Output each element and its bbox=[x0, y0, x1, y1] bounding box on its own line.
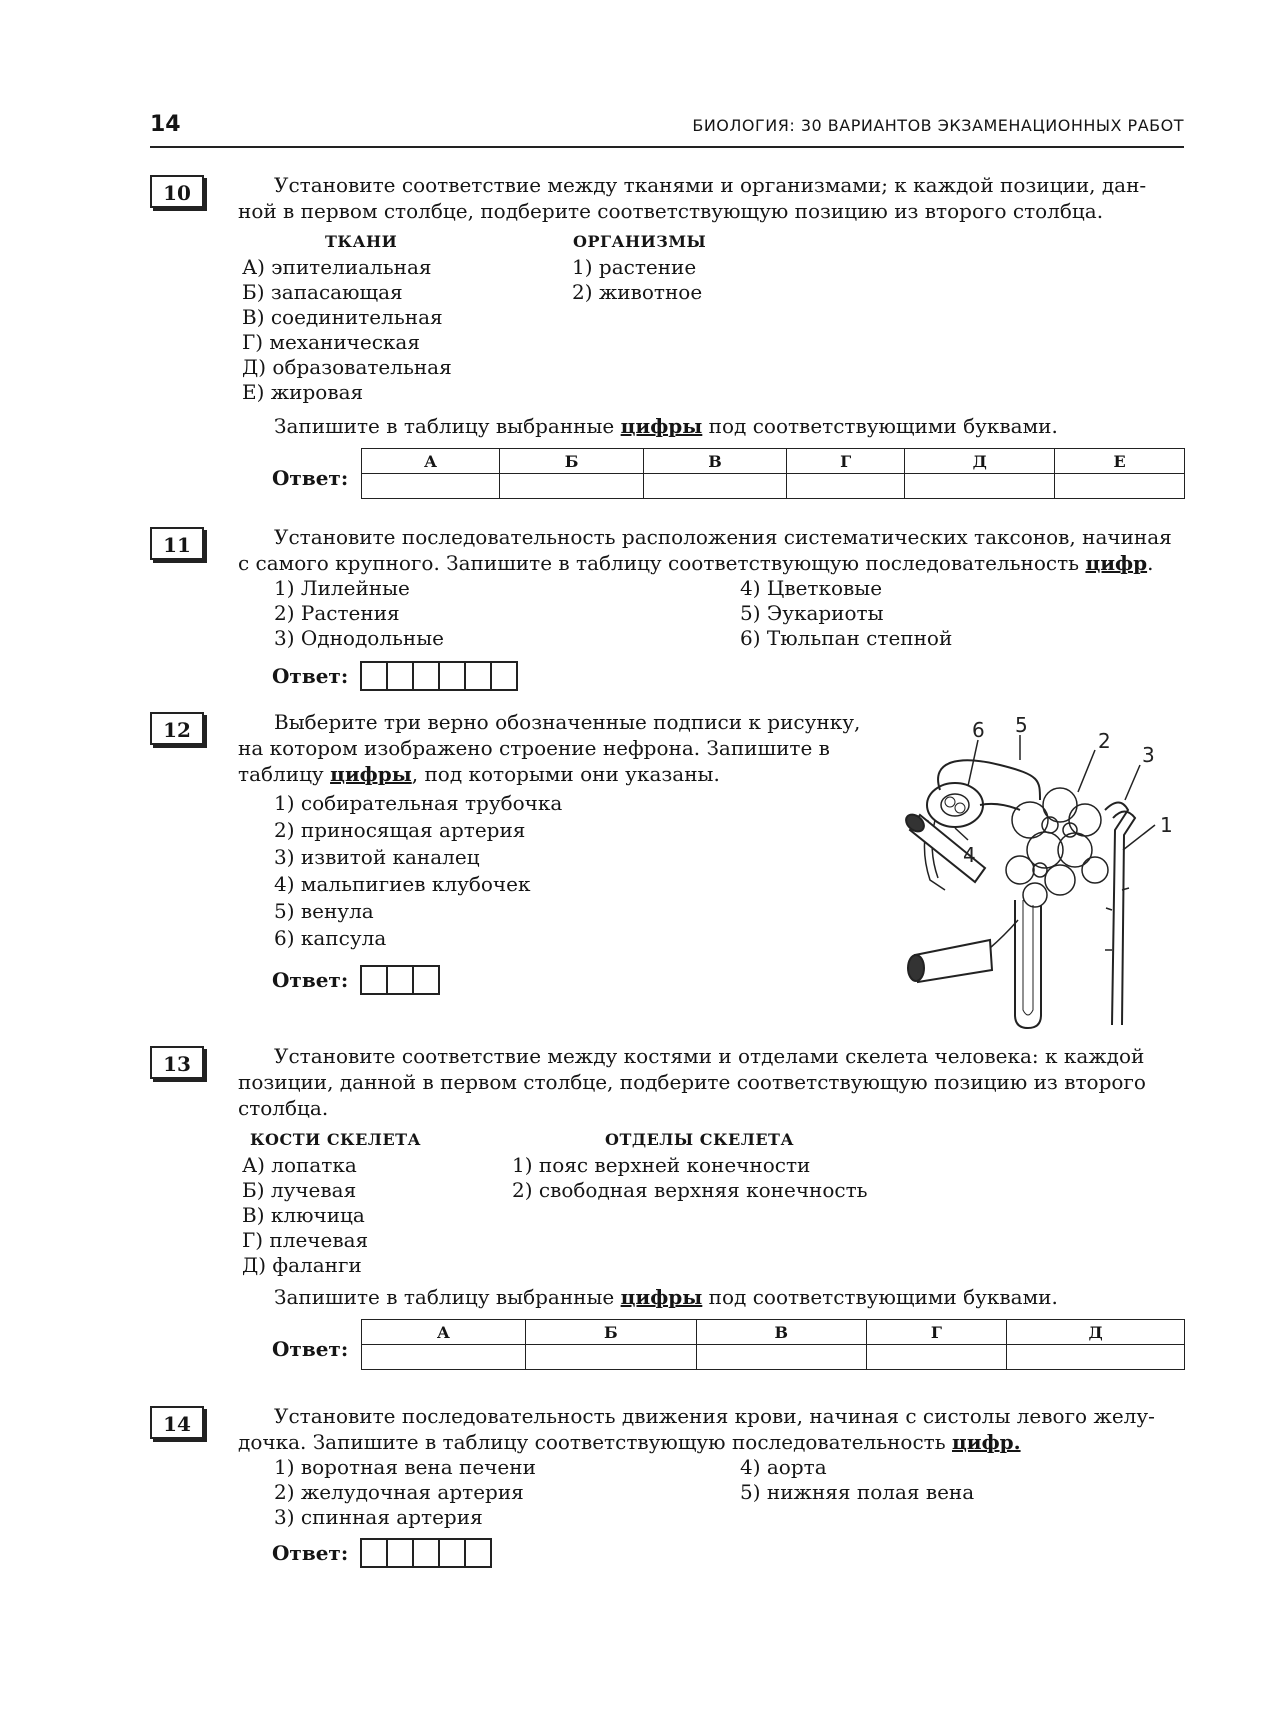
q11-right-list bbox=[740, 578, 952, 653]
table-header: Б bbox=[499, 449, 643, 474]
q10-col2-header: ОРГАНИЗМЫ bbox=[573, 232, 707, 251]
answer-cell[interactable] bbox=[1007, 1345, 1185, 1370]
instr-bold: цифры bbox=[620, 414, 703, 438]
q11-text-line: Установите последовательность расположения систематических таксонов, начиная bbox=[274, 525, 1172, 549]
figure-label-6: 6 bbox=[972, 718, 985, 742]
q13-answer-label: Ответ: bbox=[272, 1337, 349, 1361]
text: дочка. Запишите в таблицу соответствующую последовательность bbox=[238, 1430, 952, 1454]
list-item: А) лопатка bbox=[242, 1153, 357, 1177]
list-item: Б) запасающая bbox=[242, 280, 403, 304]
q13-instruction bbox=[274, 1287, 1058, 1307]
table-header: Д bbox=[905, 449, 1055, 474]
figure-label-5: 5 bbox=[1015, 713, 1028, 737]
instr-bold: цифры bbox=[620, 1285, 703, 1309]
list-item: 4) аорта bbox=[740, 1455, 827, 1479]
question-number-11: 11 bbox=[150, 527, 204, 560]
list-item: 1) растение bbox=[572, 255, 697, 279]
text: , под которыми они указаны. bbox=[411, 762, 720, 786]
table-header: Г bbox=[866, 1320, 1007, 1345]
list-item: 1) пояс верхней конечности bbox=[512, 1153, 811, 1177]
list-item: Д) образовательная bbox=[242, 355, 452, 379]
list-item: А) эпителиальная bbox=[242, 255, 432, 279]
q12-text bbox=[238, 709, 884, 787]
question-number-12: 12 bbox=[150, 712, 204, 745]
list-item: 5) венула bbox=[274, 899, 374, 923]
page-number: 14 bbox=[150, 112, 181, 137]
list-item: 1) Лилейные bbox=[274, 576, 410, 600]
instr-text: Запишите в таблицу выбранные bbox=[274, 414, 621, 438]
list-item: 3) извитой каналец bbox=[274, 845, 480, 869]
table-header: А bbox=[362, 1320, 526, 1345]
q13-text-line: позиции, данной в первом столбце, подберите соответствующую позицию из второго bbox=[238, 1070, 1146, 1094]
q10-col1-header: ТКАНИ bbox=[325, 232, 398, 251]
list-item: В) ключица bbox=[242, 1203, 365, 1227]
list-item: 2) животное bbox=[572, 280, 703, 304]
answer-cell[interactable] bbox=[905, 474, 1055, 499]
list-item: 3) Однодольные bbox=[274, 626, 444, 650]
list-item: Е) жировая bbox=[242, 380, 364, 404]
table-header: В bbox=[644, 449, 787, 474]
text-bold: цифры bbox=[330, 762, 412, 786]
answer-cell[interactable] bbox=[866, 1345, 1007, 1370]
q13-text-line: Установите соответствие между костями и отделами скелета человека: к каждой bbox=[274, 1044, 1145, 1068]
list-item: 1) воротная вена печени bbox=[274, 1455, 536, 1479]
q12-answer-cells[interactable] bbox=[360, 965, 440, 995]
q10-answer-label: Ответ: bbox=[272, 466, 349, 490]
table-header: В bbox=[696, 1320, 866, 1345]
text: таблицу bbox=[238, 762, 331, 786]
list-item: 2) Растения bbox=[274, 601, 400, 625]
q13-text-line: столбца. bbox=[238, 1096, 329, 1120]
list-item: 6) Тюльпан степной bbox=[740, 626, 953, 650]
answer-cell[interactable] bbox=[499, 474, 643, 499]
instr-text: под соответствующими буквами. bbox=[702, 414, 1058, 438]
q12-text-line: Выберите три верно обозначенные подписи к рисунку, bbox=[274, 710, 861, 734]
answer-cell[interactable] bbox=[362, 474, 500, 499]
q10-text bbox=[238, 172, 1184, 224]
q13-col2-header: ОТДЕЛЫ СКЕЛЕТА bbox=[605, 1130, 794, 1149]
q13-col1-header: КОСТИ СКЕЛЕТА bbox=[250, 1130, 422, 1149]
q11-text bbox=[238, 524, 1184, 576]
list-item: Г) плечевая bbox=[242, 1228, 369, 1252]
instr-text: Запишите в таблицу выбранные bbox=[274, 1285, 621, 1309]
q12-options-list bbox=[274, 793, 562, 955]
text: с самого крупного. Запишите в таблицу соответствующую последовательность bbox=[238, 551, 1086, 575]
answer-cell[interactable] bbox=[696, 1345, 866, 1370]
list-item: 2) свободная верхняя конечность bbox=[512, 1178, 868, 1202]
table-header: Д bbox=[1007, 1320, 1185, 1345]
table-header: Е bbox=[1055, 449, 1185, 474]
list-item: 1) собирательная трубочка bbox=[274, 791, 563, 815]
q13-col1-list bbox=[242, 1155, 368, 1280]
list-item: В) соединительная bbox=[242, 305, 443, 329]
figure-label-1: 1 bbox=[1160, 813, 1173, 837]
q10-instruction bbox=[274, 416, 1058, 436]
table-header: А bbox=[362, 449, 500, 474]
figure-label-4: 4 bbox=[963, 843, 976, 867]
text-bold: цифр. bbox=[951, 1430, 1021, 1454]
figure-label-2: 2 bbox=[1098, 729, 1111, 753]
question-number-13: 13 bbox=[150, 1046, 204, 1079]
list-item: Г) механическая bbox=[242, 330, 420, 354]
list-item: 4) Цветковые bbox=[740, 576, 883, 600]
answer-cell[interactable] bbox=[1055, 474, 1185, 499]
list-item: 6) капсула bbox=[274, 926, 387, 950]
figure-label-3: 3 bbox=[1142, 743, 1155, 767]
list-item: 5) Эукариоты bbox=[740, 601, 884, 625]
q10-col1-list bbox=[242, 257, 452, 407]
list-item: 3) спинная артерия bbox=[274, 1505, 483, 1529]
answer-cell[interactable] bbox=[362, 1345, 526, 1370]
q12-text-line: на котором изображено строение нефрона. Запишите в bbox=[238, 736, 830, 760]
answer-cell[interactable] bbox=[525, 1345, 696, 1370]
text-bold: цифр bbox=[1085, 551, 1148, 575]
q14-text-line: Установите последовательность движения крови, начиная с систолы левого желу- bbox=[274, 1404, 1155, 1428]
q14-answer-cells[interactable] bbox=[360, 1538, 492, 1568]
text: . bbox=[1147, 551, 1154, 575]
running-title: БИОЛОГИЯ: 30 ВАРИАНТОВ ЭКЗАМЕНАЦИОННЫХ РАБОТ bbox=[692, 116, 1184, 135]
q12-text-line bbox=[238, 761, 884, 787]
q14-right-list bbox=[740, 1457, 974, 1507]
q14-text-line bbox=[238, 1429, 1184, 1455]
q11-left-list bbox=[274, 578, 444, 653]
q13-col2-list bbox=[512, 1155, 868, 1205]
answer-cell[interactable] bbox=[644, 474, 787, 499]
q14-left-list bbox=[274, 1457, 536, 1532]
list-item: 5) нижняя полая вена bbox=[740, 1480, 975, 1504]
answer-cell[interactable] bbox=[786, 474, 904, 499]
list-item: 2) желудочная артерия bbox=[274, 1480, 524, 1504]
q14-text bbox=[238, 1403, 1184, 1455]
question-number-10: 10 bbox=[150, 175, 204, 208]
q10-col2-list bbox=[572, 257, 702, 307]
q14-answer-label: Ответ: bbox=[272, 1541, 349, 1565]
q11-text-line bbox=[238, 550, 1184, 576]
q10-answer-table bbox=[361, 448, 1185, 499]
list-item: Б) лучевая bbox=[242, 1178, 357, 1202]
q10-text-line: Установите соответствие между тканями и организмами; к каждой позиции, дан- bbox=[274, 173, 1147, 197]
q10-text-line: ной в первом столбце, подберите соответствующую позицию из второго столбца. bbox=[238, 199, 1104, 223]
instr-text: под соответствующими буквами. bbox=[702, 1285, 1058, 1309]
q13-answer-table bbox=[361, 1319, 1185, 1370]
question-number-14: 14 bbox=[150, 1406, 204, 1439]
list-item: Д) фаланги bbox=[242, 1253, 362, 1277]
q11-answer-label: Ответ: bbox=[272, 664, 349, 688]
list-item: 4) мальпигиев клубочек bbox=[274, 872, 531, 896]
q11-answer-cells[interactable] bbox=[360, 661, 518, 691]
q12-answer-label: Ответ: bbox=[272, 968, 349, 992]
q13-text bbox=[238, 1043, 1184, 1121]
nephron-figure bbox=[900, 710, 1190, 1035]
table-header: Г bbox=[786, 449, 904, 474]
table-header: Б bbox=[525, 1320, 696, 1345]
list-item: 2) приносящая артерия bbox=[274, 818, 526, 842]
header-rule bbox=[150, 146, 1184, 148]
